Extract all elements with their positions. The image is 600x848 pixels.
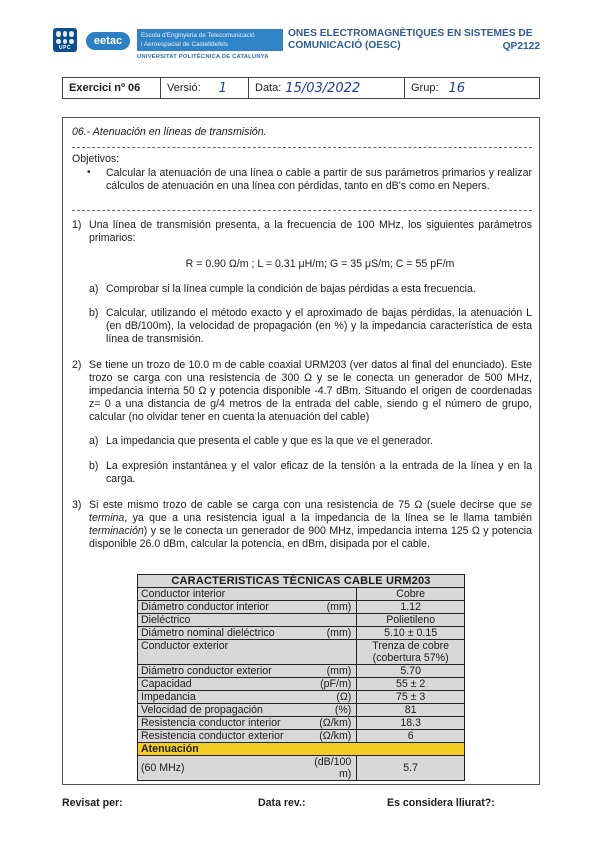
spec-value-line: (cobertura 57%): [372, 652, 449, 664]
spec-name: (60 MHz): [138, 756, 307, 781]
question-2-text: Se tiene un trozo de 10.0 m de cable coaxial URM203 (ver datos al final del enunciado). Este trozo se carga con una resistencia de 300 Ω y se le conecta un generador de 500 MHz, impedancia interna 50 Ω y potencia disponible -4.7 dBm. Situando el origen de coordenadas z= 0 a una distancia de g/4 metros de la entrada del cable, siendo g el número de grupo, calcular (no olvidar tener en cuenta la atenuación del cable): [89, 359, 532, 423]
table-title: CARACTERISTICAS TÉCNICAS CABLE URM203: [138, 575, 465, 588]
exercise-title: 06.- Atenuación en líneas de transmisión.: [72, 126, 267, 138]
spec-name: Diámetro conductor exterior: [138, 665, 307, 678]
attenuation-header-row: [138, 743, 465, 756]
table-row: [138, 704, 465, 717]
spec-value: 81: [357, 704, 465, 717]
objective-item: Calcular la atenuación de una línea o cable a partir de sus parámetros primarios y realizar cálculos de atenuación en una línea con pérdidas, tanto en dB's como en Nepers.: [106, 167, 532, 192]
question-2b-text: La expresión instantánea y el valor eficaz de la tensión a la entrada de la línea y en la carga.: [106, 460, 532, 485]
table-row: [138, 601, 465, 614]
table-row: [138, 678, 465, 691]
spec-value: 1.12: [357, 601, 465, 614]
question-2-number: 2): [72, 359, 82, 371]
spec-name: Impedancia: [138, 691, 307, 704]
question-2a-text: La impedancia que presenta el cable y que es la que ve el generador.: [106, 435, 433, 447]
question-1b-text: Calcular, utilizando el método exacto y el aproximado de bajas pérdidas, la atenuación L (en dB/100m), la velocidad de propagación (en %) y la impedancia característica de esta línea de transmisión.: [106, 307, 532, 345]
spec-value-line: Trenza de cobre: [372, 640, 450, 652]
spec-value: 18.3: [357, 717, 465, 730]
spec-name: Resistencia conductor interior: [138, 717, 307, 730]
question-2b-label: b): [89, 460, 99, 472]
group-field: Grup: 16: [411, 80, 466, 96]
review-date-label: Data rev.:: [258, 797, 306, 809]
university-name: UNIVERSITAT POLITÈCNICA DE CATALUNYA: [137, 54, 269, 60]
spec-name: Diámetro nominal dieléctrico: [138, 627, 307, 640]
question-1-text: Una línea de transmisión presenta, a la frecuencia de 100 MHz, los siguientes parámetros primarios:: [89, 219, 532, 244]
spec-unit: (dB/100 m): [307, 756, 357, 781]
spec-value: 5.10 ± 0.15: [357, 627, 465, 640]
spec-name: Dieléctrico: [138, 614, 307, 627]
spec-name: Conductor interior: [138, 588, 307, 601]
question-1-parameters: R = 0.90 Ω/m ; L = 0.31 μH/m; G = 35 μS/m; C = 55 pF/m: [185, 258, 455, 270]
date-field: Data: 15/03/2022: [249, 78, 405, 98]
spec-value: 5.70: [357, 665, 465, 678]
question-3-text: Si este mismo trozo de cable se carga con una resistencia de 75 Ω (suele decirse que se termina, ya que a una resistencia igual a la impedancia de la línea se le llama también terminación) y se le conecta un generador de 900 MHz, impedancia interna 125 Ω y potencia disponible 26.0 dBm, calcular la potencia, en dBm, disipada por el cable.: [89, 499, 532, 550]
bullet-icon: •: [87, 167, 91, 178]
attenuation-row: [138, 756, 465, 781]
spec-unit: [307, 614, 357, 627]
spec-unit: (Ω): [307, 691, 357, 704]
upc-logo: UPC: [53, 28, 77, 52]
attenuation-label: Atenuación: [138, 743, 465, 756]
question-2a-label: a): [89, 435, 99, 447]
separator: [72, 147, 532, 148]
spec-name: Velocidad de propagación: [138, 704, 307, 717]
spec-value: 75 ± 3: [357, 691, 465, 704]
eetac-logo: eetac: [86, 32, 130, 50]
spec-value: 5.7: [357, 756, 465, 781]
question-1a-text: Comprobar si la línea cumple la condición de bajas pérdidas a esta frecuencia.: [106, 283, 476, 295]
table-row: [138, 640, 465, 665]
separator: [72, 210, 532, 211]
spec-value: Cobre: [357, 588, 465, 601]
table-header-row: [138, 575, 465, 588]
spec-unit: (mm): [307, 627, 357, 640]
spec-unit: (Ω/km): [307, 717, 357, 730]
date-value: 15/03/2022: [285, 80, 361, 96]
spec-name: Resistencia conductor exterior: [138, 730, 307, 743]
version-field: Versió: 1: [161, 78, 249, 98]
spec-unit: [307, 640, 357, 665]
table-row: [138, 665, 465, 678]
spec-name: Capacidad: [138, 678, 307, 691]
spec-unit: (pF/m): [307, 678, 357, 691]
spec-unit: (mm): [307, 665, 357, 678]
exercise-meta-row: [62, 77, 540, 99]
cable-specs-table: [137, 574, 465, 781]
spec-name: Diámetro conductor interior: [138, 601, 307, 614]
exercise-number: Exercici nº 06: [63, 78, 161, 98]
spec-value: [357, 640, 465, 665]
table-row: [138, 588, 465, 601]
spec-name: Conductor exterior: [138, 640, 307, 665]
course-code: QP2122: [502, 41, 540, 52]
spec-unit: (mm): [307, 601, 357, 614]
spec-unit: (Ω/km): [307, 730, 357, 743]
spec-value: 55 ± 2: [357, 678, 465, 691]
spec-value: 6: [357, 730, 465, 743]
table-row: [138, 730, 465, 743]
spec-unit: (%): [307, 704, 357, 717]
reviewed-by-label: Revisat per:: [62, 797, 123, 809]
question-1-number: 1): [72, 219, 82, 231]
spec-value: Polietileno: [357, 614, 465, 627]
course-title: ONES ELECTROMAGNÈTIQUES EN SISTEMES DE COMUNICACIÓ (OESC): [288, 28, 533, 51]
group-value: 16: [448, 80, 466, 96]
table-row: [138, 614, 465, 627]
version-value: 1: [218, 80, 227, 96]
school-name: Escola d'Enginyeria de Telecomunicació i Aeroespacial de Castelldefels: [137, 29, 283, 51]
question-1a-label: a): [89, 283, 99, 295]
delivered-label: Es considera lliurat?:: [387, 797, 495, 809]
table-row: [138, 717, 465, 730]
objectives-label: Objetivos:: [72, 153, 120, 165]
table-row: [138, 627, 465, 640]
spec-unit: [307, 588, 357, 601]
question-1b-label: b): [89, 307, 99, 319]
question-3-number: 3): [72, 499, 82, 511]
table-row: [138, 691, 465, 704]
